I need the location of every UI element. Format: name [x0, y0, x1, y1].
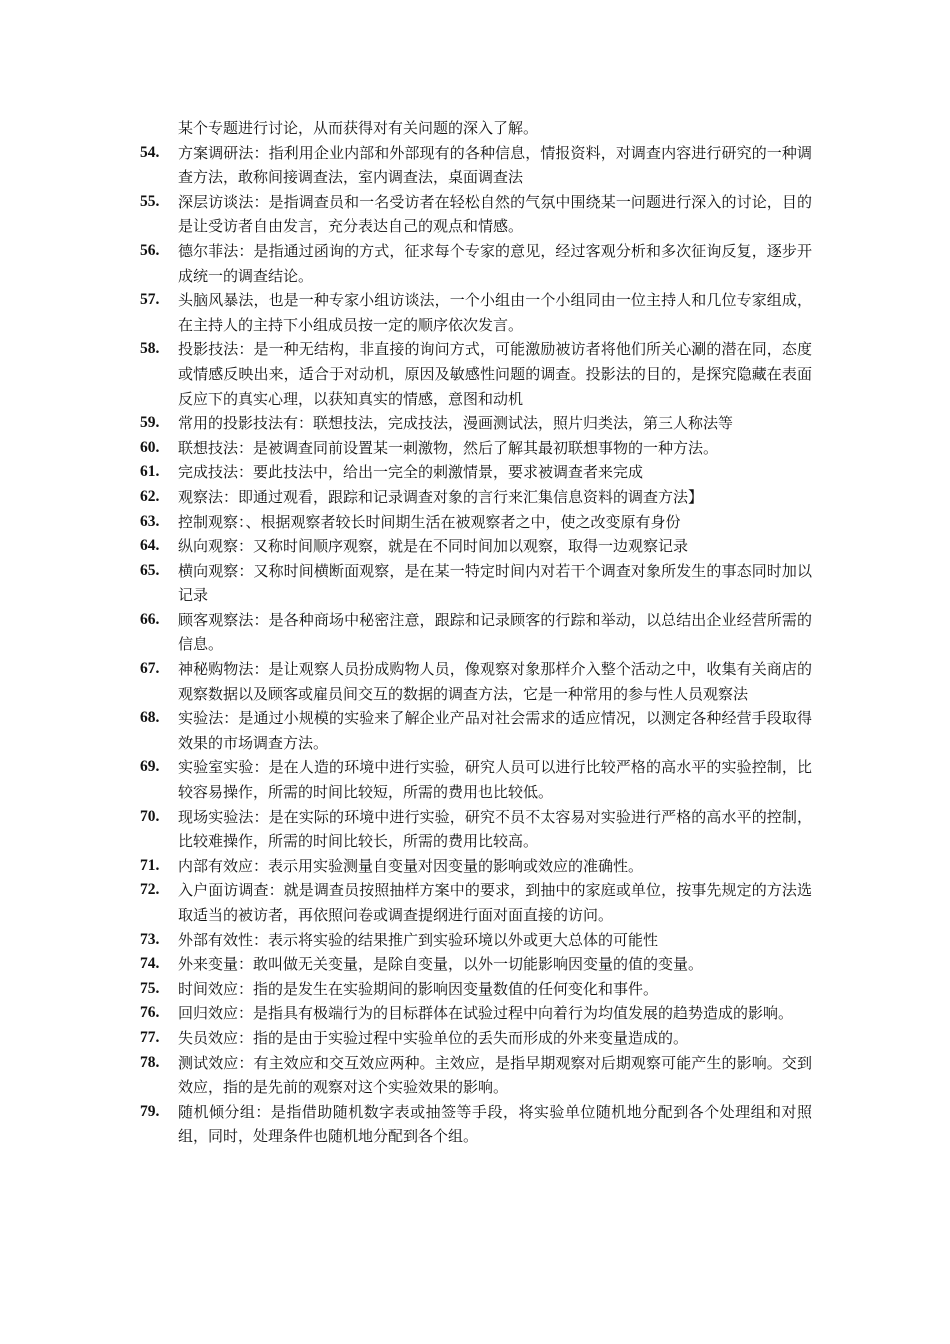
item-number: 57.: [140, 291, 160, 309]
list-item: [140, 239, 812, 288]
item-text: 常用的投影技法有：联想技法，完成技法，漫画测试法，照片归类法，第三人称法等: [178, 414, 734, 433]
item-number: 64.: [140, 537, 160, 555]
item-number: 66.: [140, 610, 160, 628]
item-number: 67.: [140, 660, 160, 678]
list-item: [140, 977, 812, 1002]
list-item: [140, 411, 812, 436]
list-item: [140, 657, 812, 706]
list-item: [140, 608, 812, 657]
item-number: 79.: [140, 1102, 160, 1120]
item-number: 71.: [140, 856, 160, 874]
item-text: 内部有效应：表示用实验测量自变量对因变量的影响或效应的准确性。: [178, 856, 644, 875]
item-text: 联想技法：是被调查同前设置某一刺激物，然后了解其最初联想事物的一种方法。: [178, 438, 719, 457]
item-text: 纵向观察：又称时间顺序观察，就是在不同时间加以观察，取得一边观察记录: [178, 537, 689, 556]
list-item: [140, 1026, 812, 1051]
item-number: 75.: [140, 979, 160, 997]
item-number: 55.: [140, 192, 160, 210]
item-number: 77.: [140, 1028, 160, 1046]
item-number: 70.: [140, 807, 160, 825]
list-item: [140, 1001, 812, 1026]
item-text: 外来变量：敢叫做无关变量，是除自变量，以外一切能影响因变量的值的变量。: [178, 955, 704, 974]
item-text: 深层访谈法：是指调查员和一名受访者在轻松自然的气氛中围绕某一问题进行深入的讨论，目的是让受访者自由发言，充分表达自己的观点和情感。: [178, 192, 812, 236]
list-item: [140, 706, 812, 755]
item-number: 56.: [140, 241, 160, 259]
item-number: 78.: [140, 1053, 160, 1071]
item-number: 69.: [140, 758, 160, 776]
item-text: 方案调研法：指利用企业内部和外部现有的各种信息，情报资料，对调查内容进行研究的一种调查方法，敢称间接调查法，室内调查法，桌面调查法: [178, 143, 812, 187]
list-item: [140, 485, 812, 510]
list-item: [140, 755, 812, 804]
definition-list: [140, 141, 812, 1149]
item-text: 控制观察：、根据观察者较长时间期生活在被观察者之中，使之改变原有身份: [178, 512, 681, 531]
item-text: 入户面访调查：就是调查员按照抽样方案中的要求，到抽中的家庭或单位，按事先规定的方法选取适当的被访者，再依照问卷或调查提纲进行面对面直接的访问。: [178, 881, 812, 924]
list-item: [140, 928, 812, 953]
item-text: 完成技法：要此技法中，给出一完全的刺激情景，要求被调查者来完成: [178, 463, 644, 482]
item-text: 神秘购物法：是让观察人员扮成购物人员，像观察对象那样介入整个活动之中，收集有关商店的观察数据以及顾客或雇员间交互的数据的调查方法，它是一种常用的参与性人员观察法: [178, 660, 812, 703]
item-text: 现场实验法：是在实际的环境中进行实验，研究不员不太容易对实验进行严格的高水平的控制，比较难操作，所需的时间比较长，所需的费用比较高。: [178, 807, 812, 851]
item-number: 58.: [140, 340, 160, 358]
item-text: 顾客观察法：是各种商场中秘密注意，跟踪和记录顾客的行踪和举动，以总结出企业经营所需的信息。: [178, 610, 812, 654]
item-text: 德尔菲法：是指通过函询的方式，征求每个专家的意见，经过客观分析和多次征询反复，逐步开成统一的调查结论。: [178, 241, 812, 285]
list-item: [140, 510, 812, 535]
list-item: [140, 534, 812, 559]
list-item: [140, 854, 812, 879]
item-number: 54.: [140, 143, 160, 161]
item-text: 失员效应：指的是由于实验过程中实验单位的丢失而形成的外来变量造成的。: [178, 1028, 689, 1047]
item-text: 随机倾分组：是指借助随机数字表或抽签等手段，将实验单位随机地分配到各个处理组和对照组，同时，处理条件也随机地分配到各个组。: [178, 1102, 812, 1146]
item-text: 横向观察：又称时间横断面观察，是在某一特定时间内对若干个调查对象所发生的事态同时加以记录: [178, 561, 812, 605]
list-item: [140, 288, 812, 337]
list-item: [140, 878, 812, 927]
item-number: 68.: [140, 709, 160, 727]
list-item: [140, 1100, 812, 1149]
item-number: 76.: [140, 1004, 160, 1022]
list-item: [140, 190, 812, 239]
item-text: 时间效应：指的是发生在实验期间的影响因变量数值的任何变化和事件。: [178, 979, 659, 998]
list-item: [140, 460, 812, 485]
document-body: [140, 116, 812, 1149]
item-text: 测试效应：有主效应和交互效应两种。主效应，是指早期观察对后期观察可能产生的影响。交到效应，指的是先前的观察对这个实验效果的影响。: [178, 1053, 812, 1097]
item-number: 61.: [140, 463, 160, 481]
list-item: [140, 1051, 812, 1100]
item-number: 60.: [140, 438, 160, 456]
item-number: 65.: [140, 561, 160, 579]
list-item: [140, 436, 812, 461]
item-text: 观察法：即通过观看，跟踪和记录调查对象的言行来汇集信息资料的调查方法】: [178, 487, 704, 506]
item-text: 头脑风暴法，也是一种专家小组访谈法，一个小组由一个小组同由一位主持人和几位专家组成，在主持人的主持下小组成员按一定的顺序依次发言。: [178, 291, 812, 334]
intro-continuation-text: 某个专题进行讨论，从而获得对有关问题的深入了解。: [178, 119, 539, 137]
item-number: 62.: [140, 487, 160, 505]
item-number: 72.: [140, 881, 160, 899]
list-item: [140, 952, 812, 977]
item-number: 63.: [140, 512, 160, 530]
list-item: [140, 559, 812, 608]
item-number: 73.: [140, 930, 160, 948]
item-text: 回归效应：是指具有极端行为的目标群体在试验过程中向着行为均值发展的趋势造成的影响。: [178, 1004, 794, 1023]
list-item: [140, 805, 812, 854]
item-text: 投影技法：是一种无结构，非直接的询问方式，可能激励被访者将他们所关心涮的潜在同，态度或情感反映出来，适合于对动机，原因及敏感性问题的调查。投影法的目的，是探究隐藏在表面反应下的真实心理，以获知真实的情感，意图和动机: [178, 340, 812, 408]
list-item: [140, 141, 812, 190]
list-item: [140, 337, 812, 411]
item-text: 实验室实验：是在人造的环境中进行实验，研究人员可以进行比较严格的高水平的实验控制，比较容易操作，所需的时间比较短，所需的费用也比较低。: [178, 758, 812, 802]
item-number: 59.: [140, 414, 160, 432]
item-text: 实验法：是通过小规模的实验来了解企业产品对社会需求的适应情况，以测定各种经营手段取得效果的市场调查方法。: [178, 709, 812, 752]
item-number: 74.: [140, 955, 160, 973]
item-text: 外部有效性：表示将实验的结果推广到实验环境以外或更大总体的可能性: [178, 930, 659, 949]
